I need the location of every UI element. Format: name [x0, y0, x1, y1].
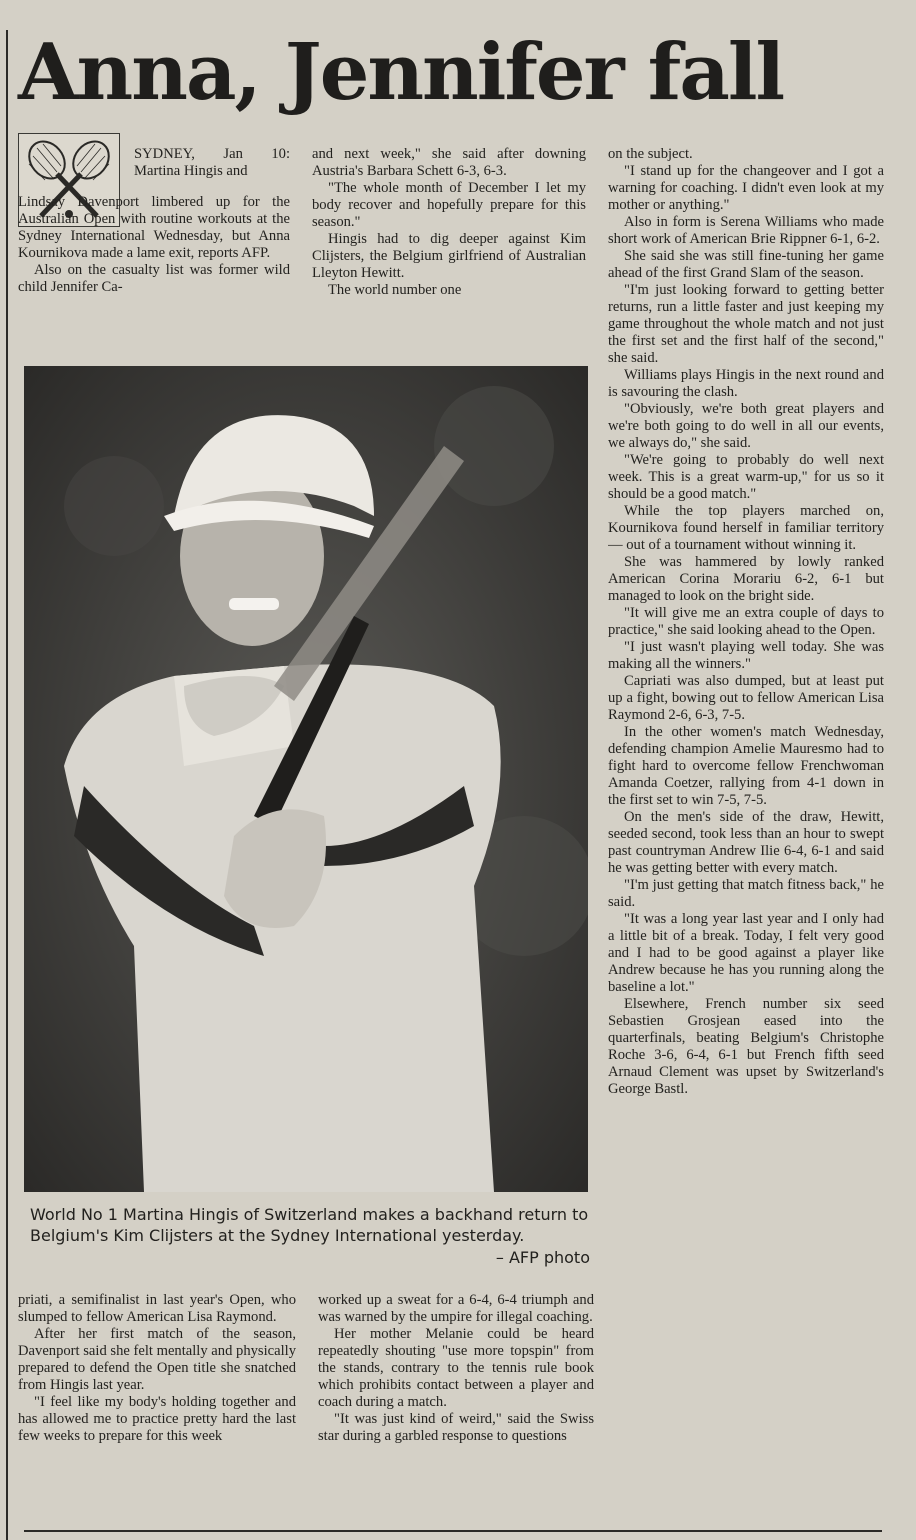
article-paragraph: "It was just kind of weird," said the Swiss star during a garbled response to questions	[318, 1411, 594, 1444]
article-paragraph: On the men's side of the draw, Hewitt, seeded second, took less than an hour to swept past countryman Andrew Ilie 6-4, 6-1 and said he was getting better with every match.	[608, 809, 884, 876]
article-paragraph: "I just wasn't playing well today. She was making all the winners."	[608, 639, 884, 672]
article-paragraph: Her mother Melanie could be heard repeatedly shouting "use more topspin" from the stands, contrary to the tennis rule book which prohibits contact between a player and coach during a match.	[318, 1326, 594, 1410]
article-paragraph: Williams plays Hingis in the next round and is savouring the clash.	[608, 367, 884, 400]
article-paragraph: While the top players marched on, Kournikova found herself in familiar territory — out of a tournament without winning it.	[608, 503, 884, 553]
article-paragraph: After her first match of the season, Davenport said she felt mentally and physically prepared to defend the Open title she snatched from Hingis last year.	[18, 1326, 296, 1393]
article-paragraph: "I feel like my body's holding together and has allowed me to practice pretty hard the last few weeks to prepare for this week	[18, 1394, 296, 1444]
article-paragraph: "The whole month of December I let my body recover and hopefully prepare for this season."	[312, 180, 586, 230]
column-1-top	[134, 146, 290, 194]
caption-text: World No 1 Martina Hingis of Switzerland makes a backhand return to Belgium's Kim Clijsters at the Sydney International yesterday.	[30, 1205, 589, 1245]
article-paragraph: The world number one	[328, 282, 462, 298]
article-paragraph: Also on the casualty list was former wild child Jennifer Ca-	[18, 262, 290, 295]
tennis-player-illustration	[24, 366, 588, 1192]
news-photo-tennis-player	[24, 366, 588, 1192]
article-paragraph: "I'm just looking forward to getting better returns, run a little faster and just keeping my game throughout the whole match and not just the first set and the first half of the second," she said.	[608, 282, 884, 366]
column-2-top	[312, 146, 586, 350]
photo-caption	[30, 1204, 590, 1270]
article-paragraph: In the other women's match Wednesday, defending champion Amelie Mauresmo had to fight hard to overcome fellow Frenchwoman Amanda Coetzer, rallying from 4-1 down in the first set to win 7-5, 7-5.	[608, 724, 884, 808]
article-paragraph: Lindsay Davenport limbered up for the Australian Open with routine workouts at the Sydney International Wednesday, but Anna Kournikova made a lame exit, reports AFP.	[18, 194, 290, 261]
photo-credit: – AFP photo	[495, 1248, 590, 1267]
article-paragraph: Also in form is Serena Williams who made short work of American Brie Rippner 6-1, 6-2.	[608, 214, 884, 247]
headline: Anna, Jennifer fall	[18, 27, 784, 118]
article-paragraph: Elsewhere, French number six seed Sebastien Grosjean eased into the quarterfinals, beating Belgium's Christophe Roche 3-6, 6-4, 6-1 but French fifth seed Arnaud Clement was upset by Switzerland's George Bastl.	[608, 996, 884, 1097]
article-paragraph: "We're going to probably do well next week. This is a great warm-up," for us so it should be a good match."	[608, 452, 884, 502]
article-paragraph: and next week," she said after downing Austria's Barbara Schett 6-3, 6-3.	[312, 146, 586, 179]
column-1-bottom	[18, 1292, 296, 1518]
article-paragraph: She was hammered by lowly ranked American Corina Morariu 6-2, 6-1 but managed to look on the bright side.	[608, 554, 884, 604]
article-paragraph: "It will give me an extra couple of days to practice," she said looking ahead to the Open.	[608, 605, 884, 638]
column-2-bottom	[318, 1292, 594, 1518]
article-paragraph: worked up a sweat for a 6-4, 6-4 triumph and was warned by the umpire for illegal coaching.	[318, 1292, 594, 1325]
page-edge-rule	[6, 30, 8, 1540]
article-paragraph: "It was a long year last year and I only had a little bit of a break. Today, I felt very good and I had to be good against a player like Andrew because he has you running along the baseline a lot."	[608, 911, 884, 995]
bottom-rule	[24, 1530, 882, 1532]
column-3	[608, 146, 884, 1510]
article-paragraph: "Obviously, we're both great players and we're both going to do well in all our events, we always do," she said.	[608, 401, 884, 451]
article-paragraph: priati, a semifinalist in last year's Open, who slumped to fellow American Lisa Raymond.	[18, 1292, 296, 1325]
article-paragraph: Capriati was also dumped, but at least put up a fight, bowing out to fellow American Lisa Raymond 2-6, 6-3, 7-5.	[608, 673, 884, 723]
article-paragraph: SYDNEY, Jan 10: Martina Hingis and	[134, 146, 290, 179]
article-paragraph: "I'm just getting that match fitness back," he said.	[608, 877, 884, 910]
article-paragraph: "I stand up for the changeover and I got a warning for coaching. I didn't even look at my mother or anything."	[608, 163, 884, 213]
article-paragraph: Hingis had to dig deeper against Kim Clijsters, the Belgium girlfriend of Australian Lleyton Hewitt.	[312, 231, 586, 281]
article-paragraph: on the subject.	[608, 146, 693, 162]
article-paragraph: She said she was still fine-tuning her game ahead of the first Grand Slam of the season.	[608, 248, 884, 281]
column-1-top-wide	[18, 194, 290, 348]
